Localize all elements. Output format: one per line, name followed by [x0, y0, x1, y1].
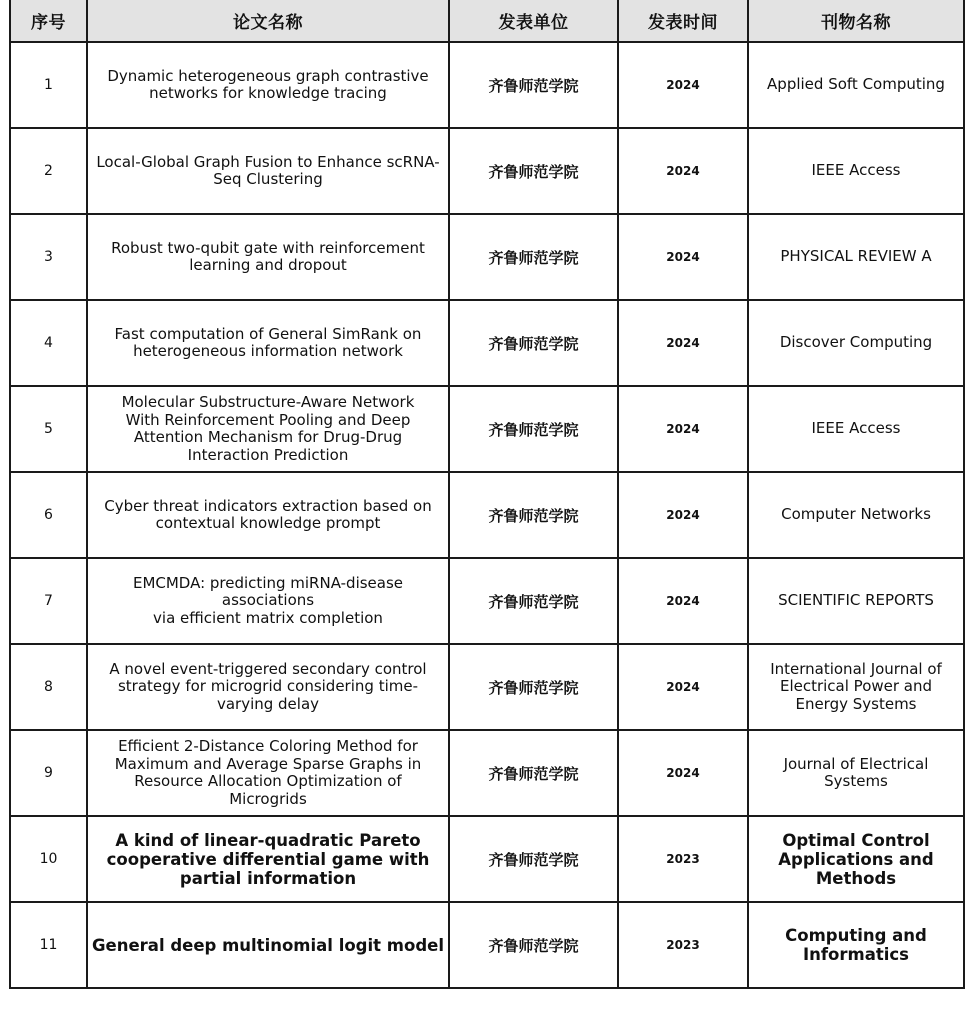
cell-unit: 齐鲁师范学院 [449, 472, 618, 558]
cell-index: 7 [10, 558, 87, 644]
cell-year: 2023 [618, 816, 748, 902]
cell-journal [748, 816, 964, 902]
cell-journal-text: Computing and Informatics [785, 926, 927, 964]
cell-title [87, 300, 449, 386]
cell-title-text: Local-Global Graph Fusion to Enhance scRNA- Seq Clustering [96, 152, 440, 188]
cell-unit: 齐鲁师范学院 [449, 128, 618, 214]
cell-title-text: EMCMDA: predicting miRNA-disease associations via efficient matrix completion [132, 573, 404, 627]
cell-index: 6 [10, 472, 87, 558]
cell-unit: 齐鲁师范学院 [449, 816, 618, 902]
cell-title-text: Efficient 2-Distance Coloring Method for Maximum and Average Sparse Graphs in Resource Allocation Optimization of Microgrids [114, 737, 422, 808]
cell-unit: 齐鲁师范学院 [449, 214, 618, 300]
cell-journal [748, 214, 964, 300]
cell-title [87, 644, 449, 730]
cell-unit: 齐鲁师范学院 [449, 644, 618, 730]
cell-index: 11 [10, 902, 87, 988]
table-header [10, 0, 964, 42]
table-row [10, 730, 964, 816]
cell-journal [748, 128, 964, 214]
cell-title [87, 902, 449, 988]
cell-title-text: Dynamic heterogeneous graph contrastive networks for knowledge tracing [107, 66, 429, 102]
cell-year: 2024 [618, 128, 748, 214]
header-year: 发表时间 [618, 0, 748, 42]
cell-unit: 齐鲁师范学院 [449, 730, 618, 816]
cell-unit: 齐鲁师范学院 [449, 902, 618, 988]
cell-journal-text: Discover Computing [779, 333, 933, 352]
table-row [10, 128, 964, 214]
header-index: 序号 [10, 0, 87, 42]
cell-year: 2024 [618, 42, 748, 128]
table-row [10, 816, 964, 902]
cell-year: 2024 [618, 730, 748, 816]
cell-title [87, 42, 449, 128]
cell-index: 3 [10, 214, 87, 300]
table-row [10, 300, 964, 386]
cell-unit: 齐鲁师范学院 [449, 386, 618, 472]
cell-journal [748, 730, 964, 816]
cell-title-text: Robust two-qubit gate with reinforcement learning and dropout [111, 238, 425, 274]
cell-journal-text: International Journal of Electrical Power and Energy Systems [770, 659, 942, 713]
cell-unit: 齐鲁师范学院 [449, 42, 618, 128]
cell-unit: 齐鲁师范学院 [449, 300, 618, 386]
cell-journal-text: IEEE Access [811, 419, 901, 438]
cell-index: 10 [10, 816, 87, 902]
cell-journal-text: Journal of Electrical Systems [783, 754, 929, 790]
cell-index: 2 [10, 128, 87, 214]
cell-index: 4 [10, 300, 87, 386]
table-row [10, 386, 964, 472]
cell-journal [748, 902, 964, 988]
table-row [10, 214, 964, 300]
cell-journal [748, 386, 964, 472]
cell-journal [748, 472, 964, 558]
cell-title-text: Cyber threat indicators extraction based on contextual knowledge prompt [104, 496, 432, 532]
cell-journal-text: Optimal Control Applications and Methods [778, 830, 934, 888]
cell-journal-text: Computer Networks [781, 505, 931, 524]
cell-title [87, 386, 449, 472]
cell-journal [748, 300, 964, 386]
cell-journal-text: PHYSICAL REVIEW A [780, 247, 932, 266]
cell-unit: 齐鲁师范学院 [449, 558, 618, 644]
cell-year: 2024 [618, 300, 748, 386]
cell-index: 5 [10, 386, 87, 472]
cell-year: 2023 [618, 902, 748, 988]
cell-index: 8 [10, 644, 87, 730]
table-row [10, 902, 964, 988]
cell-journal-text: Applied Soft Computing [767, 75, 945, 94]
cell-year: 2024 [618, 386, 748, 472]
cell-journal [748, 558, 964, 644]
cell-index: 9 [10, 730, 87, 816]
cell-title-text: General deep multinomial logit model [92, 935, 444, 955]
table-body [10, 42, 964, 988]
cell-title-text: Molecular Substructure-Aware Network With Reinforcement Pooling and Deep Attention Mechanism for Drug-Drug Interaction Prediction [121, 393, 415, 464]
cell-journal [748, 644, 964, 730]
cell-year: 2024 [618, 214, 748, 300]
cell-year: 2024 [618, 472, 748, 558]
cell-journal-text: IEEE Access [811, 161, 901, 180]
header-unit: 发表单位 [449, 0, 618, 42]
cell-title [87, 816, 449, 902]
cell-index: 1 [10, 42, 87, 128]
papers-table [9, 0, 965, 989]
cell-journal [748, 42, 964, 128]
cell-title-text: Fast computation of General SimRank on heterogeneous information network [114, 324, 422, 360]
cell-title [87, 730, 449, 816]
header-title: 论文名称 [87, 0, 449, 42]
table-row [10, 472, 964, 558]
cell-title-text: A kind of linear-quadratic Pareto cooperative differential game with partial information [106, 830, 430, 888]
cell-title [87, 472, 449, 558]
cell-journal-text: SCIENTIFIC REPORTS [778, 591, 934, 610]
cell-year: 2024 [618, 558, 748, 644]
cell-title [87, 128, 449, 214]
table-row [10, 558, 964, 644]
header-row [10, 0, 964, 42]
cell-title [87, 558, 449, 644]
header-journal: 刊物名称 [748, 0, 964, 42]
cell-title [87, 214, 449, 300]
table-row [10, 42, 964, 128]
table-row [10, 644, 964, 730]
cell-title-text: A novel event-triggered secondary control strategy for microgrid considering time- varying delay [109, 659, 427, 713]
cell-year: 2024 [618, 644, 748, 730]
